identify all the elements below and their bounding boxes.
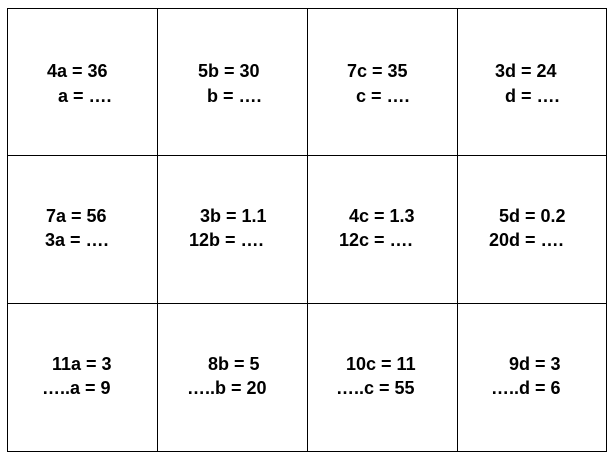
card-question: 20d = …. bbox=[489, 230, 564, 250]
card-question: …..b = 20 bbox=[187, 378, 267, 398]
card-question: 12c = …. bbox=[339, 230, 413, 250]
card-question: d = …. bbox=[505, 86, 560, 106]
card-equation: 7c = 35 bbox=[347, 61, 408, 81]
card-question: 3a = …. bbox=[45, 230, 109, 250]
card-equation: 4c = 1.3 bbox=[349, 206, 415, 226]
card-question: c = …. bbox=[356, 86, 410, 106]
card-question: …..c = 55 bbox=[336, 378, 415, 398]
card-2 bbox=[158, 9, 308, 156]
card-4 bbox=[458, 9, 606, 156]
card-equation: 4a = 36 bbox=[47, 61, 108, 81]
card-question: …..d = 6 bbox=[491, 378, 561, 398]
card-equation: 10c = 11 bbox=[346, 354, 416, 374]
card-5 bbox=[8, 156, 158, 304]
card-equation: 9d = 3 bbox=[509, 354, 561, 374]
card-question: 12b = …. bbox=[189, 230, 264, 250]
card-6 bbox=[158, 156, 308, 304]
card-equation: 5b = 30 bbox=[198, 61, 260, 81]
card-question: …..a = 9 bbox=[42, 378, 111, 398]
card-grid bbox=[7, 8, 607, 452]
card-7 bbox=[308, 156, 458, 304]
card-equation: 11a = 3 bbox=[52, 354, 112, 374]
card-equation: 3b = 1.1 bbox=[200, 206, 267, 226]
card-1 bbox=[8, 9, 158, 156]
card-equation: 7a = 56 bbox=[46, 206, 107, 226]
card-11 bbox=[308, 304, 458, 451]
card-question: a = …. bbox=[58, 86, 112, 106]
card-12 bbox=[458, 304, 606, 451]
card-question: b = …. bbox=[207, 86, 262, 106]
card-9 bbox=[8, 304, 158, 451]
card-10 bbox=[158, 304, 308, 451]
card-8 bbox=[458, 156, 606, 304]
card-equation: 5d = 0.2 bbox=[499, 206, 566, 226]
card-equation: 3d = 24 bbox=[495, 61, 557, 81]
card-equation: 8b = 5 bbox=[208, 354, 260, 374]
card-3 bbox=[308, 9, 458, 156]
